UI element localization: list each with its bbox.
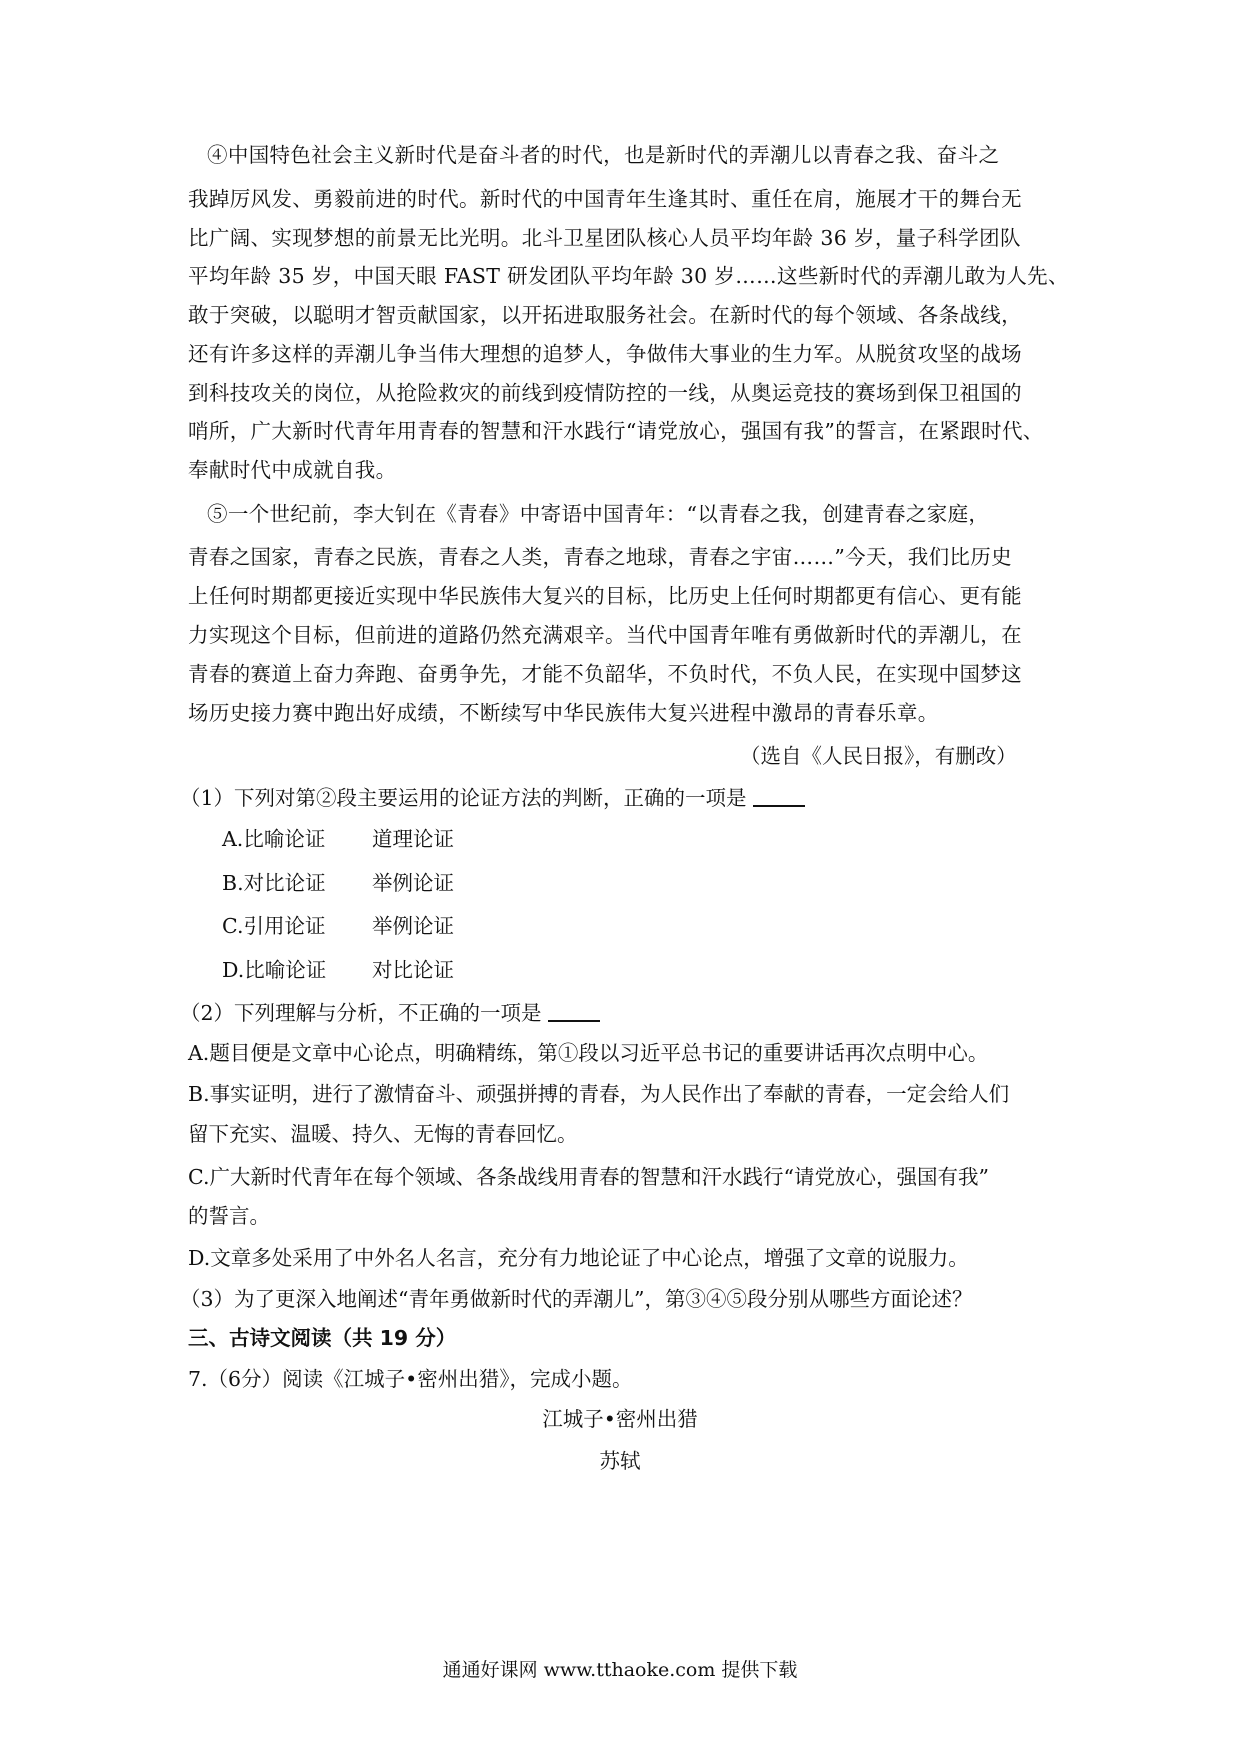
q2-line: 的誓言。 <box>188 1204 270 1228</box>
poem-author: 苏轼 <box>599 1449 641 1473</box>
option-b-right: 举例论证 <box>372 871 454 895</box>
poem-title: 江城子•密州出猎 <box>542 1407 698 1431</box>
text-line: 还有许多这样的弄潮儿争当伟大理想的追梦人，争做伟大事业的生力军。从脱贫攻坚的战场 <box>188 342 1022 366</box>
option-c <box>222 912 1082 940</box>
text-line: 上任何时期都更接近实现中华民族伟大复兴的目标，比历史上任何时期都更有信心、更有能 <box>188 584 1022 608</box>
q2-line: 留下充实、温暖、持久、无悔的青春回忆。 <box>188 1122 578 1146</box>
q2-line: B.事实证明，进行了激情奋斗、顽强拼搏的青春，为人民作出了奉献的青春，一定会给人们 <box>188 1082 1010 1106</box>
q2-line: C.广大新时代青年在每个领域、各条战线用青春的智慧和汗水践行“请党放心，强国有我” <box>188 1165 989 1189</box>
q2-line: D.文章多处采用了中外名人名言，充分有力地论证了中心论点，增强了文章的说服力。 <box>188 1246 969 1270</box>
question-1 <box>180 783 1040 812</box>
text-line: 平均年龄 35 岁，中国天眼 FAST 研发团队平均年龄 30 岁……这些新时代的弄潮儿敢为人先、 <box>188 264 1069 288</box>
text-line: 到科技攻关的岗位，从抢险救灾的前线到疫情防控的一线，从奥运竞技的赛场到保卫祖国的 <box>188 381 1022 405</box>
text-line: 力实现这个目标，但前进的道路仍然充满艰辛。当代中国青年唯有勇做新时代的弄潮儿，在 <box>188 623 1022 647</box>
text-line: ⑤一个世纪前，李大钊在《青春》中寄语中国青年：“以青春之我，创建青春之家庭， <box>207 502 990 526</box>
question-3: （3）为了更深入地阐述“青年勇做新时代的弄潮儿”，第③④⑤段分别从哪些方面论述？ <box>180 1287 973 1311</box>
option-c-right: 举例论证 <box>372 914 454 938</box>
footer-text: 通通好课网 www.tthaoke.com 提供下载 <box>442 1659 798 1681</box>
text-line: 比广阔、实现梦想的前景无比光明。北斗卫星团队核心人员平均年龄 36 岁，量子科学团队 <box>188 226 1021 250</box>
option-d-right: 对比论证 <box>372 958 454 982</box>
text-line: 敢于突破，以聪明才智贡献国家，以开拓进取服务社会。在新时代的每个领域、各条战线， <box>188 303 1022 327</box>
option-a-right: 道理论证 <box>372 827 454 851</box>
q2-line: A.题目便是文章中心论点，明确精练，第①段以习近平总书记的重要讲话再次点明中心。 <box>188 1041 989 1065</box>
option-a-left: A.比喻论证 <box>222 827 326 851</box>
text-line: 奉献时代中成就自我。 <box>188 458 397 482</box>
option-b <box>222 869 1082 897</box>
source-citation: （选自《人民日报》，有删改） <box>740 744 1017 768</box>
section-heading: 三、古诗文阅读（共 19 分） <box>188 1326 457 1350</box>
option-d <box>222 956 1082 984</box>
text-line: 我踔厉风发、勇毅前进的时代。新时代的中国青年生逢其时、重任在肩，施展才干的舞台无 <box>188 187 1022 211</box>
text-line: 青春的赛道上奋力奔跑、奋勇争先，才能不负韶华，不负时代，不负人民，在实现中国梦这 <box>188 662 1022 686</box>
question-7: 7.（6分）阅读《江城子•密州出猎》，完成小题。 <box>188 1367 633 1391</box>
question-2-stem: （2）下列理解与分析，不正确的一项是 <box>180 1001 542 1025</box>
text-line: ④中国特色社会主义新时代是奋斗者的时代，也是新时代的弄潮儿以青春之我、奋斗之 <box>207 143 1000 167</box>
option-b-left: B.对比论证 <box>222 871 326 895</box>
answer-blank[interactable] <box>548 998 600 1022</box>
option-a <box>222 825 1082 853</box>
answer-blank[interactable] <box>753 783 805 807</box>
text-line: 青春之国家，青春之民族，青春之人类，青春之地球，青春之宇宙……”今天，我们比历史 <box>188 545 1012 569</box>
text-line: 场历史接力赛中跑出好成绩，不断续写中华民族伟大复兴进程中激昂的青春乐章。 <box>188 701 939 725</box>
question-2 <box>180 998 1040 1027</box>
question-1-stem: （1）下列对第②段主要运用的论证方法的判断，正确的一项是 <box>180 786 747 810</box>
text-line: 哨所，广大新时代青年用青春的智慧和汗水践行“请党放心，强国有我”的誓言，在紧跟时代、 <box>188 419 1044 443</box>
option-c-left: C.引用论证 <box>222 914 326 938</box>
option-d-left: D.比喻论证 <box>222 958 327 982</box>
